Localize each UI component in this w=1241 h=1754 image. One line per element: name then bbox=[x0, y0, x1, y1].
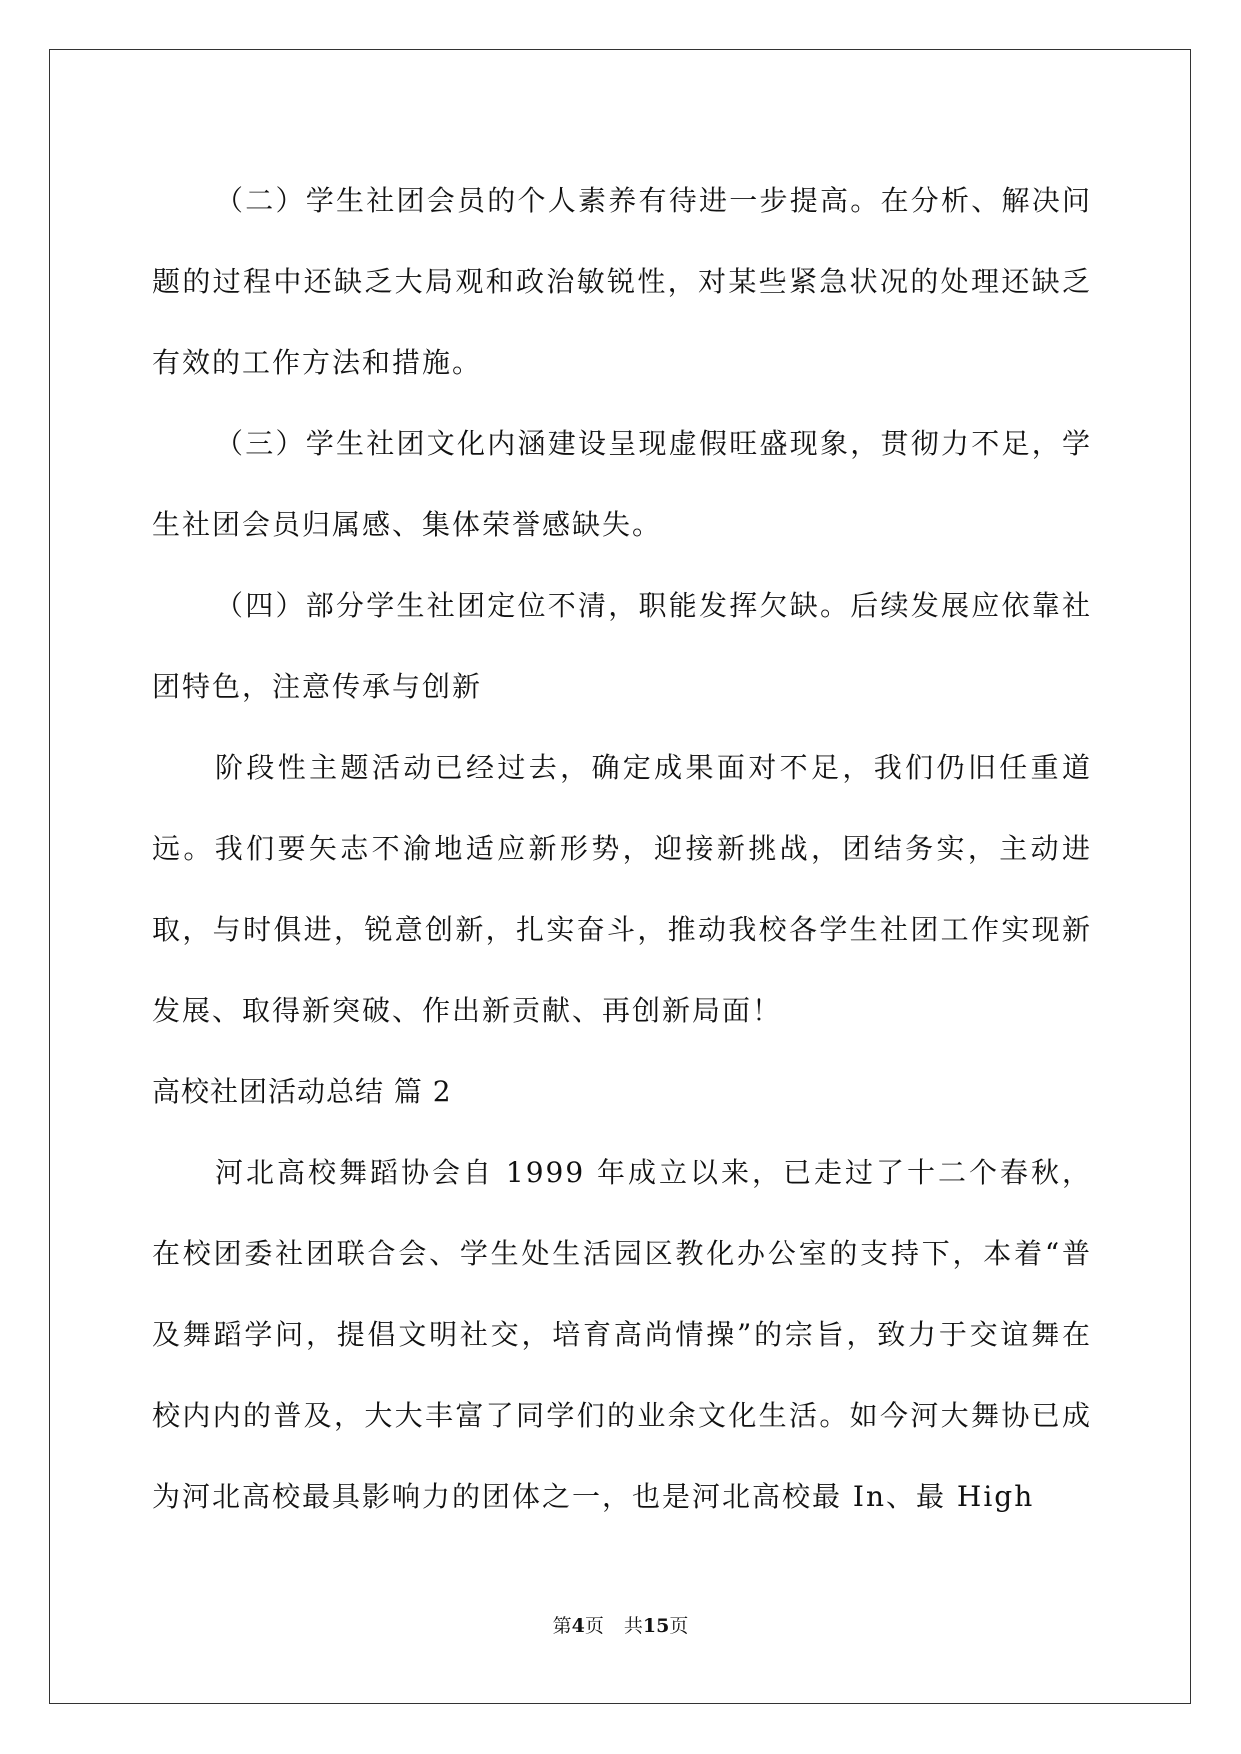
paragraph-4: （四）部分学生社团定位不清，职能发挥欠缺。后续发展应依靠社团特色，注意传承与创新 bbox=[152, 589, 1092, 703]
paragraph-3: （三）学生社团文化内涵建设呈现虚假旺盛现象，贯彻力不足，学生社团会员归属感、集体荣誉感缺失。 bbox=[152, 427, 1092, 541]
paragraph-2: （二）学生社团会员的个人素养有待进一步提高。在分析、解决问题的过程中还缺乏大局观和政治敏锐性，对某些紧急状况的处理还缺乏有效的工作方法和措施。 bbox=[152, 184, 1092, 379]
section-heading: 高校社团活动总结 篇 2 bbox=[152, 1075, 452, 1108]
total-prefix: 共 bbox=[623, 1615, 643, 1637]
page-footer bbox=[0, 1611, 1241, 1638]
page-prefix: 第 bbox=[552, 1615, 572, 1637]
document-body bbox=[152, 160, 1092, 1537]
page-total: 15 bbox=[642, 1615, 670, 1637]
page-current: 4 bbox=[571, 1615, 585, 1637]
page-suffix: 页 bbox=[584, 1615, 604, 1637]
paragraph-conclusion: 阶段性主题活动已经过去，确定成果面对不足，我们仍旧任重道远。我们要矢志不渝地适应新形势，迎接新挑战，团结务实，主动进取，与时俱进，锐意创新，扎实奋斗，推动我校各学生社团工作实现新发展、取得新突破、作出新贡献、再创新局面！ bbox=[152, 751, 1092, 1027]
paragraph-dance-association: 河北高校舞蹈协会自 1999 年成立以来，已走过了十二个春秋，在校团委社团联合会、学生处生活园区教化办公室的支持下，本着“普及舞蹈学问，提倡文明社交，培育高尚情操”的宗旨，致力于交谊舞在校内内的普及，大大丰富了同学们的业余文化生活。如今河大舞协已成为河北高校最具影响力的团体之一，也是河北高校最 In、最 High bbox=[152, 1156, 1092, 1513]
total-suffix: 页 bbox=[669, 1615, 689, 1637]
